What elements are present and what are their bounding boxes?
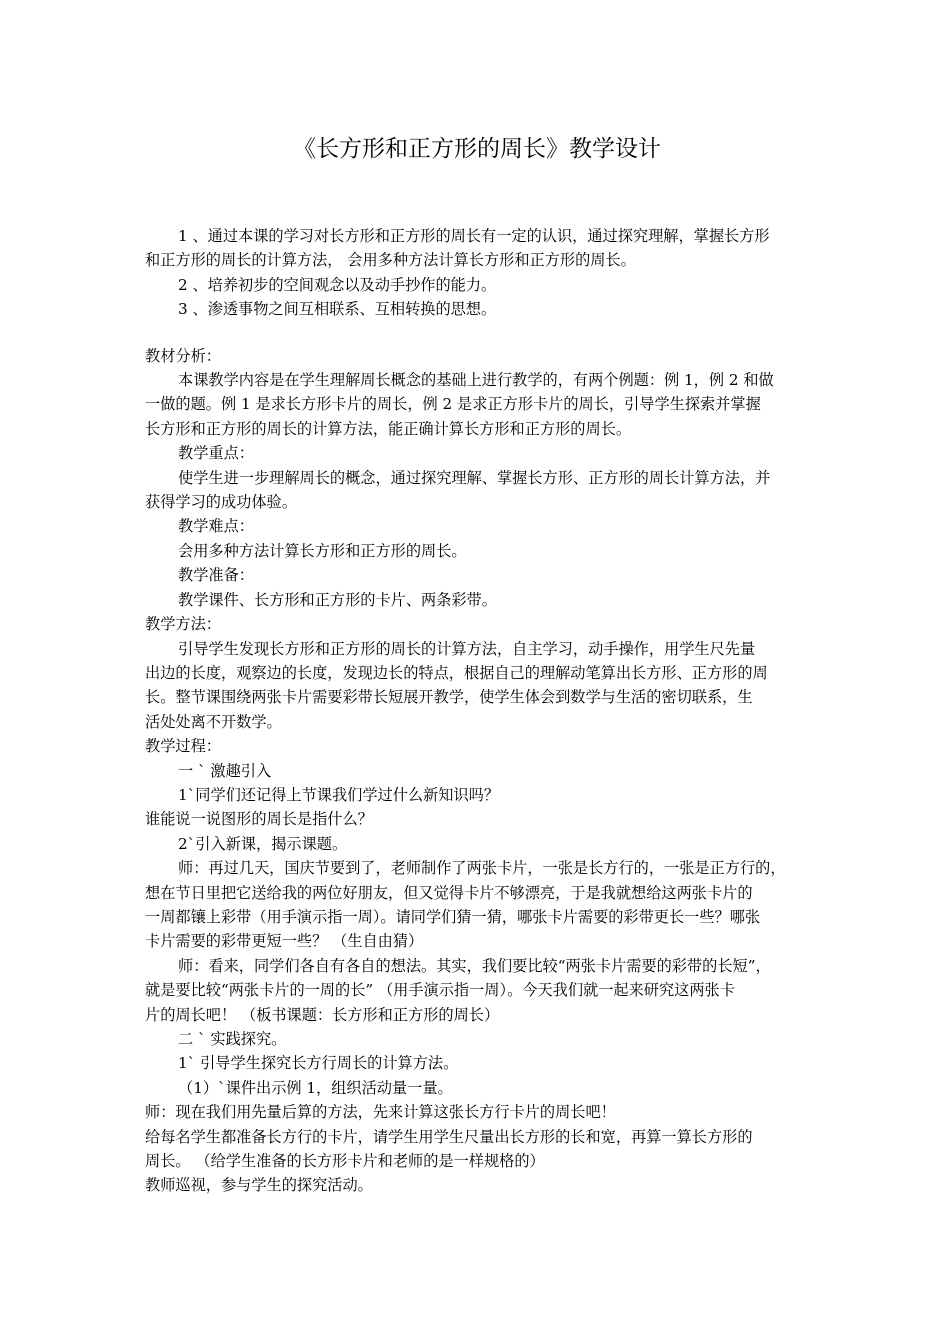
process-line: 师：再过几天，国庆节要到了，老师制作了两张卡片，一张是长方行的，一张是正方行的， — [178, 859, 786, 878]
key-point-line: 使学生进一步理解周长的概念，通过探究理解、掌握长方形、正方形的周长计算方法，并 — [178, 468, 771, 487]
process-line: 师：现在我们用先量后算的方法，先来计算这张长方行卡片的周长吧！ — [145, 1103, 616, 1122]
preparation-heading: 教学准备： — [178, 566, 254, 585]
preparation-line: 教学课件、长方形和正方形的卡片、两条彩带。 — [178, 590, 497, 609]
process-line: 周长。 （给学生准备的长方形卡片和老师的是一样规格的） — [145, 1152, 545, 1171]
analysis-line: 一做的题。例 1 是求长方形卡片的周长，例 2 是求正方形卡片的周长，引导学生探索并掌握 — [145, 395, 761, 414]
method-line: 活处处离不开数学。 — [145, 712, 282, 731]
key-point-line: 获得学习的成功体验。 — [145, 493, 297, 512]
process-line: 师：看来，同学们各自有各自的想法。其实，我们要比较“两张卡片需要的彩带的长短”， — [178, 956, 771, 975]
process-line: 谁能说一说图形的周长是指什么？ — [145, 810, 373, 829]
difficulty-section — [145, 514, 809, 563]
process-section — [145, 734, 809, 1198]
difficulty-heading: 教学难点： — [178, 517, 254, 536]
process-line: 教师巡视，参与学生的探究活动。 — [145, 1176, 373, 1195]
objective-line: 和正方形的周长的计算方法， 会用多种方法计算长方形和正方形的周长。 — [145, 251, 636, 270]
analysis-line: 本课教学内容是在学生理解周长概念的基础上进行教学的，有两个例题：例 1，例 2 和做 — [178, 371, 774, 390]
method-line: 长。整节课围绕两张卡片需要彩带长短展开教学，使学生体会到数学与生活的密切联系，生 — [145, 688, 753, 707]
process-line: 1` 引导学生探究长方行周长的计算方法。 — [178, 1054, 459, 1073]
document-body — [145, 224, 809, 1198]
analysis-section — [145, 344, 809, 442]
process-line: 一 ` 激趣引入 — [178, 761, 272, 780]
analysis-heading: 教材分析： — [145, 346, 221, 365]
process-line: 就是要比较“两张卡片的一周的长” （用手演示指一周）。今天我们就一起来研究这两张卡 — [145, 981, 735, 1000]
method-section — [145, 612, 809, 734]
key-point-section — [145, 441, 809, 514]
document-title: 《长方形和正方形的周长》教学设计 — [293, 136, 661, 162]
process-line: 二 ` 实践探究。 — [178, 1030, 287, 1048]
process-heading: 教学过程： — [145, 737, 221, 756]
process-line: （1）`课件出示例 1，组织活动量一量。 — [178, 1078, 453, 1097]
key-point-heading: 教学重点： — [178, 444, 254, 463]
process-line: 2`引入新课，揭示课题。 — [178, 834, 348, 853]
process-line: 1`同学们还记得上节课我们学过什么新知识吗？ — [178, 785, 500, 804]
analysis-line: 长方形和正方形的周长的计算方法，能正确计算长方形和正方形的周长。 — [145, 419, 631, 438]
objective-line: 2 、培养初步的空间观念以及动手抄作的能力。 — [178, 275, 497, 294]
process-line: 给每名学生都准备长方行的卡片，请学生用学生尺量出长方形的长和宽，再算一算长方形的 — [145, 1127, 753, 1146]
preparation-section — [145, 563, 809, 612]
process-line: 卡片需要的彩带更短一些？ （生自由猜） — [145, 932, 424, 951]
method-line: 出边的长度，观察边的长度，发现边长的特点，根据自己的理解动笔算出长方形、正方形的周 — [145, 663, 768, 682]
objective-line: 3 、渗透事物之间互相联系、互相转换的思想。 — [178, 300, 497, 319]
process-line: 片的周长吧！ （板书课题：长方形和正方形的周长） — [145, 1005, 500, 1024]
objectives-section — [145, 224, 809, 322]
method-heading: 教学方法： — [145, 615, 221, 634]
section-gap — [145, 322, 809, 344]
objective-line: 1 、通过本课的学习对长方形和正方形的周长有一定的认识，通过探究理解，掌握长方形 — [178, 227, 770, 245]
method-line: 引导学生发现长方形和正方形的周长的计算方法，自主学习，动手操作，用学生尺先量 — [178, 639, 756, 658]
process-line: 一周都镶上彩带（用手演示指一周）。请同学们猜一猜，哪张卡片需要的彩带更长一些？哪张 — [145, 907, 761, 926]
process-line: 想在节日里把它送给我的两位好朋友，但又觉得卡片不够漂亮，于是我就想给这两张卡片的 — [145, 883, 753, 902]
difficulty-line: 会用多种方法计算长方形和正方形的周长。 — [178, 541, 467, 560]
